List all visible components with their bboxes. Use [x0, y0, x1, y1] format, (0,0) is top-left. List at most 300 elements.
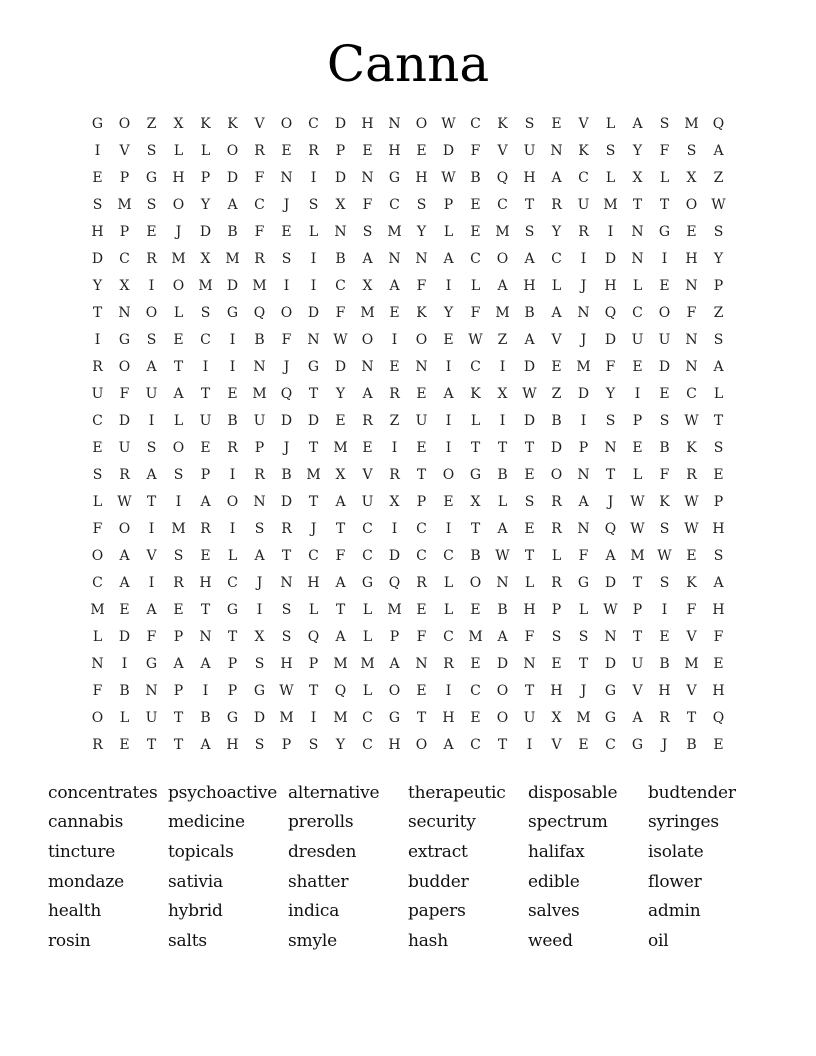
grid-letter: X — [335, 197, 346, 213]
grid-letter: E — [470, 656, 481, 672]
grid-letter: T — [686, 710, 697, 726]
grid-letter: I — [94, 332, 101, 348]
grid-letter: I — [445, 440, 452, 456]
grid-letter: M — [495, 305, 510, 321]
word-list-row — [48, 808, 788, 838]
grid-letter: P — [632, 602, 643, 618]
grid-letter: E — [686, 548, 697, 564]
grid-letter: M — [117, 197, 132, 213]
grid-letter: A — [524, 251, 535, 267]
word-list-item: syringes — [648, 812, 719, 833]
grid-letter: O — [550, 467, 563, 483]
grid-row — [84, 651, 732, 678]
grid-letter: D — [388, 548, 401, 564]
grid-letter: R — [119, 467, 130, 483]
grid-letter: C — [470, 116, 481, 132]
grid-letter: C — [497, 197, 508, 213]
grid-letter: F — [416, 629, 427, 645]
grid-letter: N — [415, 656, 428, 672]
grid-letter: N — [496, 575, 509, 591]
grid-letter: P — [416, 494, 427, 510]
grid-letter: D — [226, 170, 239, 186]
grid-letter: I — [445, 521, 452, 537]
grid-letter: V — [551, 737, 562, 753]
grid-letter: Z — [497, 332, 508, 348]
grid-letter: L — [551, 278, 562, 294]
grid-letter: S — [713, 548, 724, 564]
grid-letter: I — [499, 413, 506, 429]
grid-letter: X — [119, 278, 130, 294]
grid-letter: N — [550, 143, 563, 159]
grid-letter: M — [576, 710, 591, 726]
grid-letter: W — [603, 602, 618, 618]
grid-letter: P — [335, 143, 346, 159]
grid-letter: O — [118, 359, 131, 375]
grid-letter: I — [661, 602, 668, 618]
grid-letter: M — [171, 251, 186, 267]
grid-letter: B — [200, 710, 211, 726]
grid-letter: S — [281, 251, 292, 267]
grid-letter: C — [605, 737, 616, 753]
grid-letter: M — [468, 629, 483, 645]
grid-letter: N — [685, 278, 698, 294]
grid-letter: A — [389, 656, 400, 672]
grid-row — [84, 597, 732, 624]
grid-letter: U — [523, 143, 536, 159]
word-list-item: concentrates — [48, 782, 158, 803]
grid-letter: I — [229, 521, 236, 537]
grid-letter: I — [445, 278, 452, 294]
grid-letter: A — [713, 359, 724, 375]
grid-letter: P — [308, 656, 319, 672]
grid-letter: W — [333, 332, 348, 348]
grid-letter: L — [470, 278, 481, 294]
grid-letter: F — [416, 278, 427, 294]
grid-letter: I — [310, 170, 317, 186]
grid-letter: U — [253, 413, 266, 429]
word-list-item: topicals — [168, 841, 234, 862]
grid-letter: N — [280, 170, 293, 186]
grid-letter: G — [253, 683, 266, 699]
grid-letter: E — [686, 224, 697, 240]
grid-letter: X — [551, 710, 562, 726]
grid-letter: H — [388, 737, 401, 753]
grid-letter: H — [712, 602, 725, 618]
grid-letter: S — [659, 575, 670, 591]
grid-letter: R — [389, 386, 400, 402]
grid-letter: H — [199, 575, 212, 591]
grid-letter: A — [335, 629, 346, 645]
grid-letter: D — [226, 278, 239, 294]
grid-letter: Y — [335, 386, 346, 402]
grid-letter: M — [684, 116, 699, 132]
grid-letter: O — [280, 305, 293, 321]
grid-letter: E — [551, 116, 562, 132]
grid-row — [84, 138, 732, 165]
grid-letter: P — [119, 170, 130, 186]
grid-letter: D — [523, 413, 536, 429]
grid-letter: G — [469, 467, 482, 483]
grid-letter: X — [254, 629, 265, 645]
grid-letter: I — [499, 359, 506, 375]
grid-letter: B — [686, 737, 697, 753]
grid-letter: J — [580, 683, 587, 699]
grid-letter: M — [90, 602, 105, 618]
letter-grid — [84, 111, 732, 759]
word-list-item: smyle — [288, 930, 337, 951]
word-list-item: medicine — [168, 812, 245, 833]
word-list-row — [48, 837, 788, 867]
word-list-item: spectrum — [528, 812, 608, 833]
grid-letter: T — [632, 629, 643, 645]
grid-row — [84, 570, 732, 597]
grid-letter: R — [146, 251, 157, 267]
grid-letter: S — [551, 629, 562, 645]
grid-letter: S — [281, 602, 292, 618]
grid-letter: R — [254, 251, 265, 267]
word-list-item: shatter — [288, 871, 349, 892]
grid-letter: O — [415, 737, 428, 753]
grid-letter: G — [145, 656, 158, 672]
grid-letter: D — [442, 143, 455, 159]
grid-letter: P — [173, 629, 184, 645]
word-list-row — [48, 867, 788, 897]
grid-letter: O — [685, 197, 698, 213]
grid-letter: O — [118, 116, 131, 132]
grid-letter: S — [524, 116, 535, 132]
grid-letter: A — [632, 116, 643, 132]
grid-letter: T — [578, 656, 589, 672]
grid-letter: F — [713, 629, 724, 645]
grid-letter: D — [604, 332, 617, 348]
grid-letter: A — [227, 197, 238, 213]
grid-letter: N — [199, 629, 212, 645]
grid-letter: U — [658, 332, 671, 348]
grid-letter: C — [470, 683, 481, 699]
grid-letter: E — [92, 440, 103, 456]
grid-letter: R — [362, 413, 373, 429]
grid-letter: E — [524, 467, 535, 483]
grid-letter: A — [443, 386, 454, 402]
grid-letter: U — [145, 386, 158, 402]
grid-letter: W — [684, 413, 699, 429]
grid-letter: B — [659, 440, 670, 456]
grid-letter: F — [335, 548, 346, 564]
grid-letter: F — [686, 305, 697, 321]
word-list-item: budtender — [648, 782, 736, 803]
grid-letter: T — [281, 548, 292, 564]
grid-letter: T — [524, 440, 535, 456]
grid-letter: E — [443, 494, 454, 510]
grid-letter: H — [280, 656, 293, 672]
grid-letter: R — [227, 440, 238, 456]
grid-letter: R — [551, 575, 562, 591]
grid-letter: D — [118, 413, 131, 429]
grid-letter: S — [200, 305, 211, 321]
grid-letter: H — [658, 683, 671, 699]
grid-letter: H — [91, 224, 104, 240]
grid-letter: F — [281, 332, 292, 348]
grid-letter: A — [389, 278, 400, 294]
grid-letter: F — [524, 629, 535, 645]
grid-letter: C — [443, 629, 454, 645]
grid-letter: V — [119, 143, 130, 159]
grid-letter: W — [657, 548, 672, 564]
grid-row — [84, 165, 732, 192]
grid-letter: R — [92, 737, 103, 753]
grid-letter: O — [280, 116, 293, 132]
grid-letter: H — [442, 710, 455, 726]
word-list-item: hybrid — [168, 901, 223, 922]
grid-letter: S — [173, 467, 184, 483]
grid-letter: G — [307, 359, 320, 375]
grid-letter: L — [173, 413, 184, 429]
grid-letter: U — [91, 386, 104, 402]
grid-letter: U — [631, 656, 644, 672]
word-list-row — [48, 926, 788, 956]
grid-letter: I — [202, 683, 209, 699]
grid-letter: T — [713, 413, 724, 429]
grid-letter: Z — [713, 305, 724, 321]
grid-letter: E — [92, 170, 103, 186]
grid-letter: E — [551, 359, 562, 375]
grid-letter: A — [119, 548, 130, 564]
grid-letter: I — [202, 359, 209, 375]
grid-letter: R — [389, 467, 400, 483]
grid-letter: R — [578, 224, 589, 240]
grid-letter: O — [172, 197, 185, 213]
grid-letter: T — [470, 521, 481, 537]
grid-letter: O — [172, 440, 185, 456]
grid-letter: T — [308, 440, 319, 456]
grid-letter: F — [470, 305, 481, 321]
grid-letter: M — [387, 224, 402, 240]
grid-letter: F — [335, 305, 346, 321]
grid-letter: E — [470, 602, 481, 618]
grid-letter: P — [281, 737, 292, 753]
grid-letter: I — [229, 359, 236, 375]
grid-letter: D — [334, 116, 347, 132]
word-list-row — [48, 778, 788, 808]
grid-letter: F — [254, 224, 265, 240]
grid-letter: G — [604, 683, 617, 699]
grid-letter: T — [146, 494, 157, 510]
grid-letter: B — [551, 413, 562, 429]
grid-row — [84, 111, 732, 138]
grid-letter: I — [661, 251, 668, 267]
grid-letter: U — [361, 494, 374, 510]
grid-letter: I — [310, 710, 317, 726]
grid-letter: G — [226, 602, 239, 618]
grid-letter: P — [551, 602, 562, 618]
grid-letter: C — [416, 521, 427, 537]
grid-letter: T — [200, 602, 211, 618]
grid-letter: N — [415, 359, 428, 375]
grid-letter: M — [684, 656, 699, 672]
grid-letter: E — [416, 602, 427, 618]
grid-letter: O — [361, 332, 374, 348]
grid-letter: H — [523, 602, 536, 618]
grid-letter: V — [686, 629, 697, 645]
grid-letter: W — [468, 332, 483, 348]
grid-letter: H — [361, 116, 374, 132]
grid-letter: N — [361, 170, 374, 186]
grid-letter: H — [226, 737, 239, 753]
grid-letter: I — [310, 278, 317, 294]
grid-letter: O — [496, 710, 509, 726]
grid-letter: J — [661, 737, 668, 753]
grid-letter: H — [307, 575, 320, 591]
grid-letter: T — [308, 683, 319, 699]
word-list-item: psychoactive — [168, 782, 278, 803]
grid-letter: C — [551, 251, 562, 267]
grid-row — [84, 192, 732, 219]
grid-letter: T — [308, 494, 319, 510]
grid-letter: S — [146, 440, 157, 456]
grid-letter: E — [416, 683, 427, 699]
word-list-item: budder — [408, 871, 469, 892]
grid-row — [84, 624, 732, 651]
grid-letter: S — [713, 224, 724, 240]
grid-letter: I — [148, 521, 155, 537]
grid-letter: N — [307, 332, 320, 348]
grid-row — [84, 354, 732, 381]
grid-letter: L — [578, 602, 589, 618]
grid-letter: V — [146, 548, 157, 564]
grid-letter: R — [308, 143, 319, 159]
grid-letter: T — [416, 710, 427, 726]
grid-letter: G — [631, 737, 644, 753]
grid-letter: E — [713, 737, 724, 753]
grid-letter: E — [362, 143, 373, 159]
grid-letter: P — [632, 413, 643, 429]
grid-letter: U — [631, 332, 644, 348]
grid-letter: A — [146, 359, 157, 375]
grid-letter: A — [335, 575, 346, 591]
grid-letter: R — [551, 197, 562, 213]
word-list-item: hash — [408, 930, 448, 951]
grid-letter: E — [470, 224, 481, 240]
grid-letter: E — [389, 359, 400, 375]
grid-letter: X — [200, 251, 211, 267]
grid-row — [84, 705, 732, 732]
grid-row — [84, 381, 732, 408]
grid-letter: O — [118, 521, 131, 537]
grid-letter: A — [632, 710, 643, 726]
grid-letter: U — [145, 710, 158, 726]
grid-letter: N — [91, 656, 104, 672]
grid-letter: P — [173, 683, 184, 699]
grid-letter: E — [713, 467, 724, 483]
grid-letter: H — [415, 170, 428, 186]
grid-letter: F — [578, 548, 589, 564]
grid-letter: E — [227, 386, 238, 402]
grid-letter: T — [227, 629, 238, 645]
grid-letter: L — [308, 224, 319, 240]
grid-letter: W — [684, 494, 699, 510]
grid-letter: D — [604, 656, 617, 672]
grid-letter: G — [118, 332, 131, 348]
grid-letter: I — [445, 683, 452, 699]
grid-letter: N — [388, 116, 401, 132]
word-list-item: health — [48, 901, 102, 922]
grid-letter: D — [604, 575, 617, 591]
grid-letter: A — [146, 467, 157, 483]
grid-letter: C — [362, 521, 373, 537]
grid-letter: L — [443, 602, 454, 618]
grid-letter: B — [335, 251, 346, 267]
grid-letter: D — [253, 710, 266, 726]
grid-letter: N — [577, 467, 590, 483]
grid-letter: E — [335, 413, 346, 429]
grid-letter: O — [388, 683, 401, 699]
grid-letter: A — [524, 332, 535, 348]
grid-letter: I — [256, 602, 263, 618]
grid-letter: E — [281, 224, 292, 240]
grid-letter: N — [118, 305, 131, 321]
grid-letter: C — [470, 737, 481, 753]
grid-letter: P — [443, 197, 454, 213]
grid-letter: T — [605, 467, 616, 483]
grid-letter: S — [659, 116, 670, 132]
grid-letter: G — [145, 170, 158, 186]
grid-letter: I — [391, 440, 398, 456]
word-list-item: salves — [528, 901, 580, 922]
grid-row — [84, 300, 732, 327]
grid-letter: N — [604, 629, 617, 645]
word-list-item: weed — [528, 930, 573, 951]
grid-letter: J — [310, 521, 317, 537]
grid-letter: N — [361, 359, 374, 375]
grid-letter: A — [713, 143, 724, 159]
grid-letter: L — [227, 548, 238, 564]
grid-letter: T — [524, 683, 535, 699]
grid-letter: F — [659, 143, 670, 159]
grid-row — [84, 678, 732, 705]
grid-letter: G — [604, 710, 617, 726]
grid-letter: M — [306, 467, 321, 483]
grid-letter: N — [145, 683, 158, 699]
grid-letter: V — [497, 143, 508, 159]
grid-letter: O — [226, 494, 239, 510]
grid-letter: K — [200, 116, 211, 132]
grid-letter: D — [307, 413, 320, 429]
grid-letter: Q — [604, 521, 617, 537]
grid-letter: I — [607, 224, 614, 240]
grid-letter: B — [119, 683, 130, 699]
word-list-item: disposable — [528, 782, 618, 803]
grid-letter: T — [173, 359, 184, 375]
grid-letter: V — [686, 683, 697, 699]
grid-letter: Q — [334, 683, 347, 699]
grid-letter: W — [441, 116, 456, 132]
grid-letter: Y — [200, 197, 211, 213]
grid-letter: I — [526, 737, 533, 753]
grid-letter: U — [577, 197, 590, 213]
grid-letter: L — [524, 575, 535, 591]
grid-letter: T — [335, 602, 346, 618]
grid-letter: C — [362, 710, 373, 726]
grid-letter: X — [335, 467, 346, 483]
grid-letter: M — [387, 602, 402, 618]
grid-letter: I — [445, 413, 452, 429]
grid-letter: I — [229, 467, 236, 483]
grid-letter: E — [470, 710, 481, 726]
grid-letter: J — [256, 575, 263, 591]
grid-letter: E — [632, 440, 643, 456]
grid-letter: N — [631, 251, 644, 267]
grid-letter: G — [388, 710, 401, 726]
